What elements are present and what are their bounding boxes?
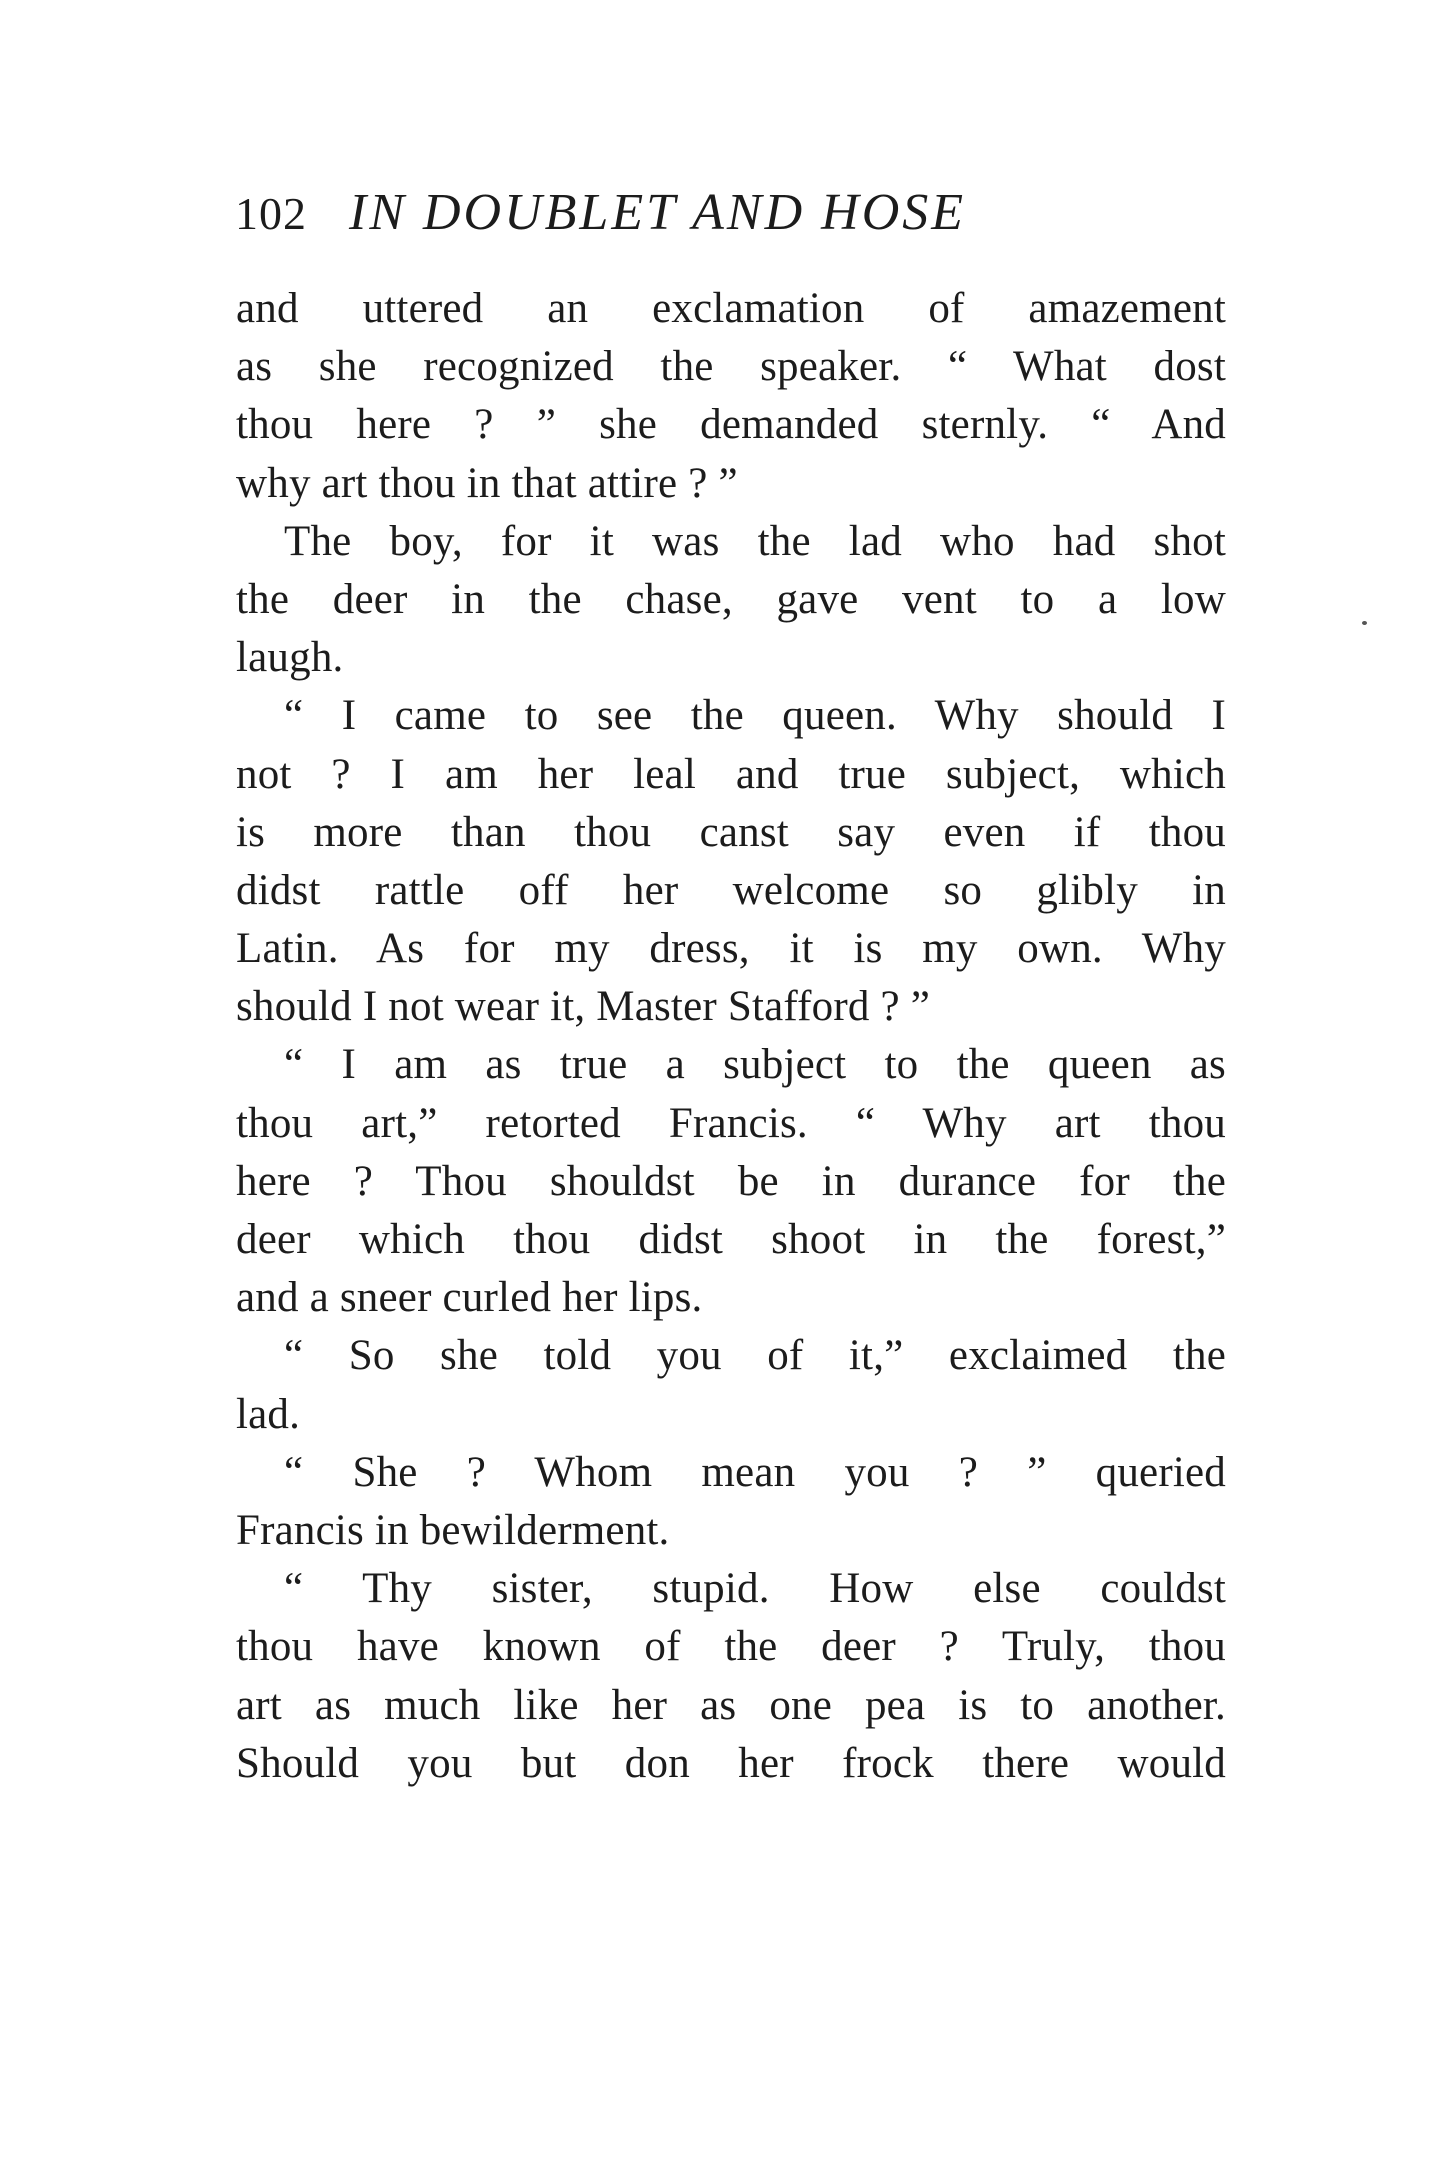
text-line: not ? I am her leal and true subject, which — [236, 750, 1226, 798]
text-line: “ She ? Whom mean you ? ” queried — [284, 1448, 1226, 1496]
text-line: thou art,” retorted Francis. “ Why art thou — [236, 1099, 1226, 1147]
text-line: and a sneer curled her lips. — [236, 1274, 703, 1322]
text-line: should I not wear it, Master Stafford ? ” — [236, 983, 931, 1031]
running-title: IN DOUBLET AND HOSE — [349, 184, 967, 241]
text-line: laugh. — [236, 634, 344, 682]
text-line: Latin. As for my dress, it is my own. Why — [236, 925, 1226, 973]
text-line: the deer in the chase, gave vent to a low — [236, 575, 1226, 623]
text-line: didst rattle off her welcome so glibly in — [236, 866, 1226, 914]
text-line: thou here ? ” she demanded sternly. “ And — [236, 401, 1226, 449]
body-text — [236, 280, 1226, 1793]
text-line: “ Thy sister, stupid. How else couldst — [284, 1565, 1226, 1613]
text-line: here ? Thou shouldst be in durance for the — [236, 1157, 1226, 1205]
ink-speck — [1362, 621, 1367, 625]
text-line: and uttered an exclamation of amazement — [236, 285, 1226, 332]
text-line: as she recognized the speaker. “ What dost — [236, 343, 1226, 391]
text-line: why art thou in that attire ? ” — [236, 459, 738, 507]
text-line: lad. — [236, 1390, 301, 1438]
text-line: The boy, for it was the lad who had shot — [284, 517, 1226, 565]
text-line: “ I came to see the queen. Why should I — [284, 692, 1226, 740]
text-line: “ So she told you of it,” exclaimed the — [284, 1332, 1226, 1380]
text-line: deer which thou didst shoot in the forest,” — [236, 1216, 1226, 1263]
text-line: art as much like her as one pea is to another. — [236, 1681, 1226, 1729]
text-line: “ I am as true a subject to the queen as — [284, 1041, 1226, 1089]
text-line: Should you but don her frock there would — [236, 1739, 1226, 1787]
text-line: Francis in bewilderment. — [236, 1506, 670, 1554]
text-line: is more than thou canst say even if thou — [236, 808, 1226, 856]
text-line: thou have known of the deer ? Truly, thou — [236, 1623, 1226, 1671]
running-head — [235, 178, 1235, 248]
page-number: 102 — [235, 188, 307, 239]
